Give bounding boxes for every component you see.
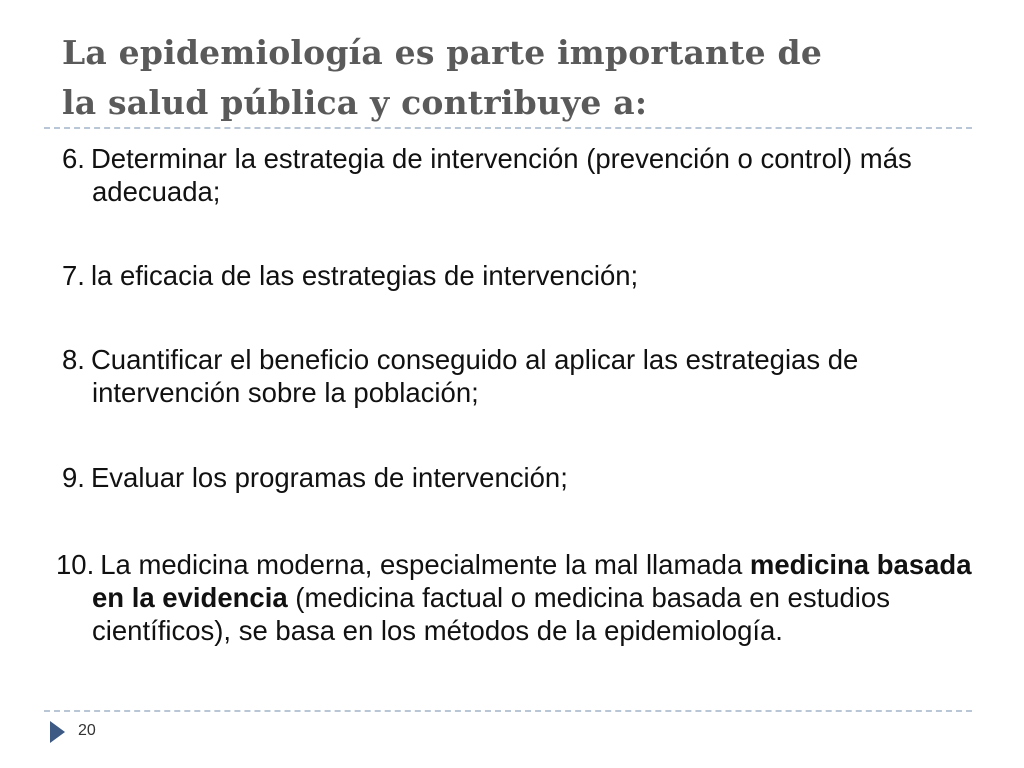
list-item <box>62 259 992 292</box>
item-text-bold: medicina basada en la evidencia <box>92 549 972 613</box>
item-number: 9. <box>62 462 85 493</box>
item-number: 10. <box>56 549 95 580</box>
slide-title-line-2: la salud pública y contribuye a: <box>62 83 648 122</box>
item-number: 6. <box>62 143 85 174</box>
item-text: la eficacia de las estrategias de intervención; <box>90 260 639 291</box>
item-text-before: La medicina moderna, especialmente la mal llamada <box>100 549 743 580</box>
list-item <box>62 343 992 409</box>
item-number: 7. <box>62 260 85 291</box>
footer-divider <box>44 710 972 712</box>
slide-title-line-1: La epidemiología es parte importante de <box>62 33 823 72</box>
page-number: 20 <box>78 722 96 739</box>
item-number: 8. <box>62 344 85 375</box>
title-divider <box>44 127 972 129</box>
item-text: Evaluar los programas de intervención; <box>90 462 568 493</box>
slide-title <box>62 28 982 128</box>
list-item <box>62 461 992 494</box>
item-text: Determinar la estrategia de intervención (prevención o control) más adecuada; <box>90 143 912 207</box>
list-item <box>62 142 992 208</box>
item-text-after: (medicina factual o medicina basada en estudios científicos), se basa en los métodos de la epidemiología. <box>92 582 890 646</box>
triangle-arrow-icon <box>50 721 65 743</box>
list-item <box>56 548 992 647</box>
item-text: Cuantificar el beneficio conseguido al aplicar las estrategias de intervención sobre la población; <box>90 344 859 408</box>
